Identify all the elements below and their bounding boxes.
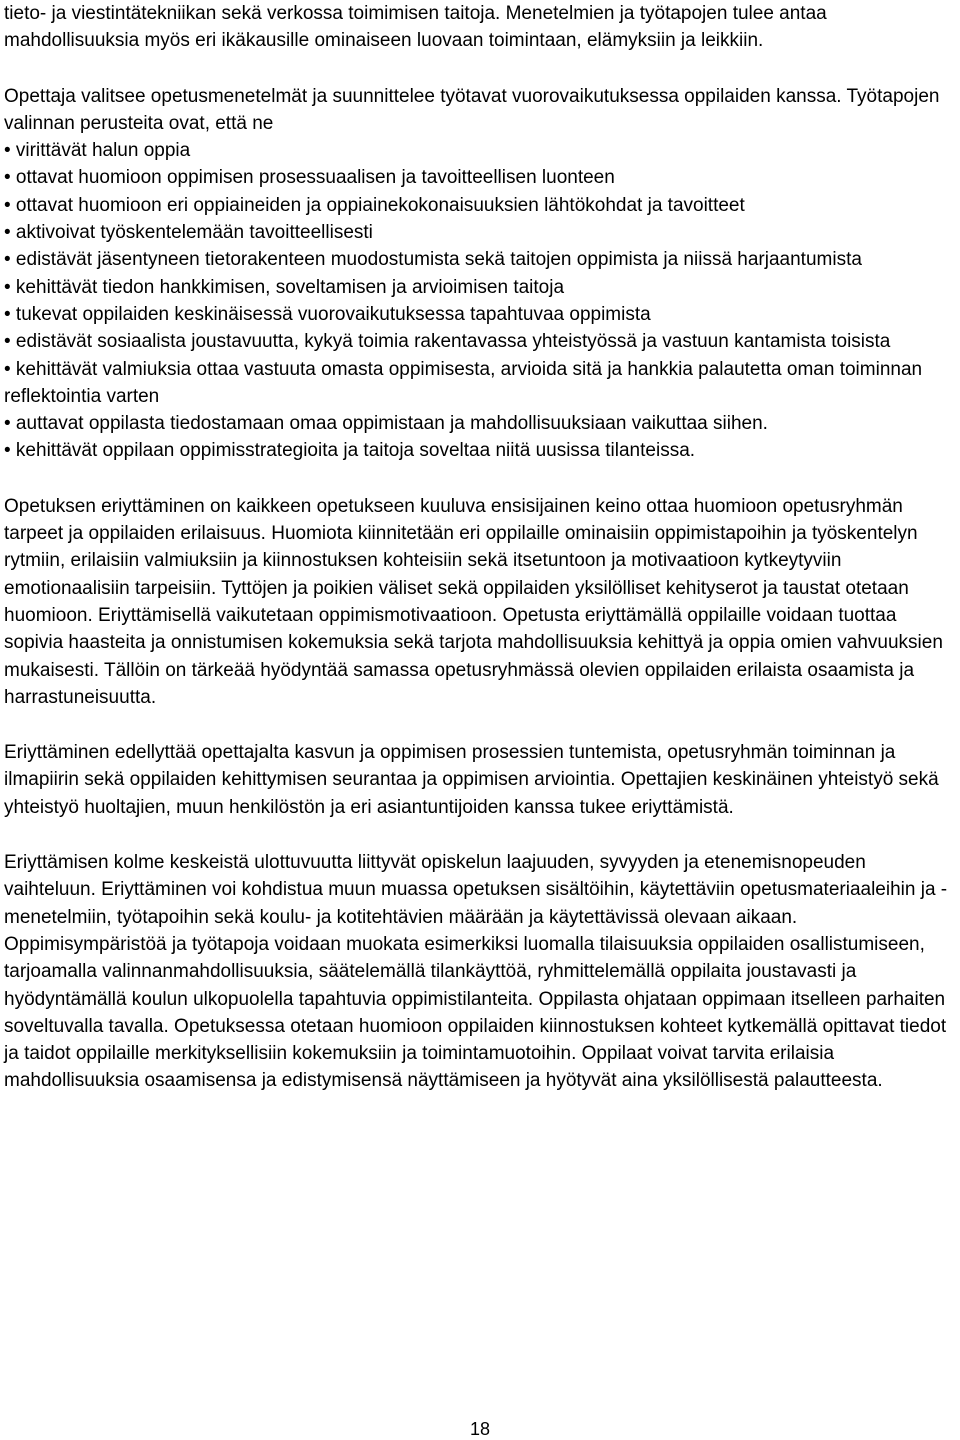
bullet-item: • ottavat huomioon oppimisen prosessuaalisen ja tavoitteellisen luonteen	[4, 167, 615, 189]
bullet-item: • edistävät jäsentyneen tietorakenteen muodostumista sekä taitojen oppimista ja niissä harjaantumista	[4, 249, 862, 271]
bullet-item: • kehittävät valmiuksia ottaa vastuuta omasta oppimisesta, arvioida sitä ja hankkia palautetta oman toiminnan reflektointia varten	[4, 358, 923, 407]
bullet-item: • auttavat oppilasta tiedostamaan omaa oppimistaan ja mahdollisuuksiaan vaikuttaa siihen.	[4, 413, 768, 435]
paragraph-gap	[4, 465, 958, 493]
paragraph-dimensions: Eriyttämisen kolme keskeistä ulottuvuutta liittyvät opiskelun laajuuden, syvyyden ja etenemisnopeuden vaihteluun. Eriyttäminen voi kohdistua muun muassa opetuksen sisältöihin, käytettäviin opetusmateriaaleihin ja -menetelmiin, työtapoihin sekä koulu- ja kotitehtävien määrään ja käytettävissä olevaan aikaan. Oppimisympäristöä ja työtapoja voidaan muokata esimerkiksi luomalla tilaisuuksia oppilaiden osallistumiseen, tarjoamalla valinnanmahdollisuuksia, säätelemällä tilankäyttöä, ryhmittelemällä oppilaita joustavasti ja hyödyntämällä koulun ulkopuolella tapahtuvia oppimistilanteita. Oppilasta ohjataan oppimaan itselleen parhaiten soveltuvalla tavalla. Opetuksessa otetaan huomioon oppilaiden kiinnostuksen kohteet kytkemällä opittavat tiedot ja taidot oppilaille merkityksellisiin kokemuksiin ja toimintamuotoihin. Oppilaat voivat tarvita erilaisia mahdollisuuksia osaamisensa ja edistymisensä näyttämiseen ja hyötyvät aina yksilöllisestä palautteesta.	[4, 852, 948, 1092]
paragraph-methods: Opettaja valitsee opetusmenetelmät ja suunnittelee työtavat vuorovaikutuksessa oppilaiden kanssa. Työtapojen valinnan perusteita ovat, että ne	[4, 85, 940, 134]
paragraph-differentiation: Opetuksen eriyttäminen on kaikkeen opetukseen kuuluva ensisijainen keino ottaa huomioon opetusryhmän tarpeet ja oppilaiden erilaisuus. Huomiota kiinnitetään eri oppilaille ominaisiin oppimistapoihin ja työskentelyn rytmiin, erilaisiin valmiuksiin ja kiinnostuksen kohteisiin sekä itsetuntoon ja motivaatioon kytkeytyviin emotionaalisiin tarpeisiin. Tyttöjen ja poikien väliset sekä oppilaiden yksilölliset kehityserot ja taustat otetaan huomioon. Eriyttämisellä vaikutetaan oppimismotivaatioon. Opetusta eriyttämällä oppilaille voidaan tuottaa sopivia haasteita ja onnistumisen kokemuksia sekä tarjota mahdollisuuksia kehittyä ja oppia omien vahvuuksien mukaisesti. Tällöin on tärkeää hyödyntää samassa opetusryhmässä olevien oppilaiden erilaista osaamista ja harrastuneisuutta.	[4, 495, 943, 708]
bullet-item: • ottavat huomioon eri oppiaineiden ja oppiainekokonaisuuksien lähtökohdat ja tavoitteet	[4, 194, 745, 216]
bullet-item: • tukevat oppilaiden keskinäisessä vuorovaikutuksessa tapahtuvaa oppimista	[4, 303, 651, 325]
bullet-item: • kehittävät oppilaan oppimisstrategioita ja taitoja soveltaa niitä uusissa tilanteissa.	[4, 440, 696, 462]
bullet-item: • aktivoivat työskentelemään tavoitteellisesti	[4, 222, 373, 244]
paragraph-requirements: Eriyttäminen edellyttää opettajalta kasvun ja oppimisen prosessien tuntemista, opetusryhmän toiminnan ja ilmapiirin sekä oppilaiden kehittymisen seurantaa ja oppimisen arviointia. Opettajien keskinäinen yhteistyö sekä yhteistyö huoltajien, muun henkilöstön ja eri asiantuntijoiden kanssa tukee eriyttämistä.	[4, 742, 939, 818]
paragraph-gap	[4, 821, 958, 849]
paragraph-gap	[4, 711, 958, 739]
bullet-item: • edistävät sosiaalista joustavuutta, kykyä toimia rakentavassa yhteistyössä ja vastuun kantamista toisista	[4, 331, 891, 353]
bullet-item: • kehittävät tiedon hankkimisen, soveltamisen ja arvioimisen taitoja	[4, 276, 565, 298]
bullet-item: • virittävät halun oppia	[4, 140, 191, 162]
paragraph-intro: tieto- ja viestintätekniikan sekä verkossa toimimisen taitoja. Menetelmien ja työtapojen tulee antaa mahdollisuuksia myös eri ikäkausille ominaiseen luovaan toimintaan, elämyksiin ja leikkiin.	[4, 3, 827, 52]
page-number: 18	[469, 1419, 491, 1439]
paragraph-gap	[4, 55, 958, 83]
